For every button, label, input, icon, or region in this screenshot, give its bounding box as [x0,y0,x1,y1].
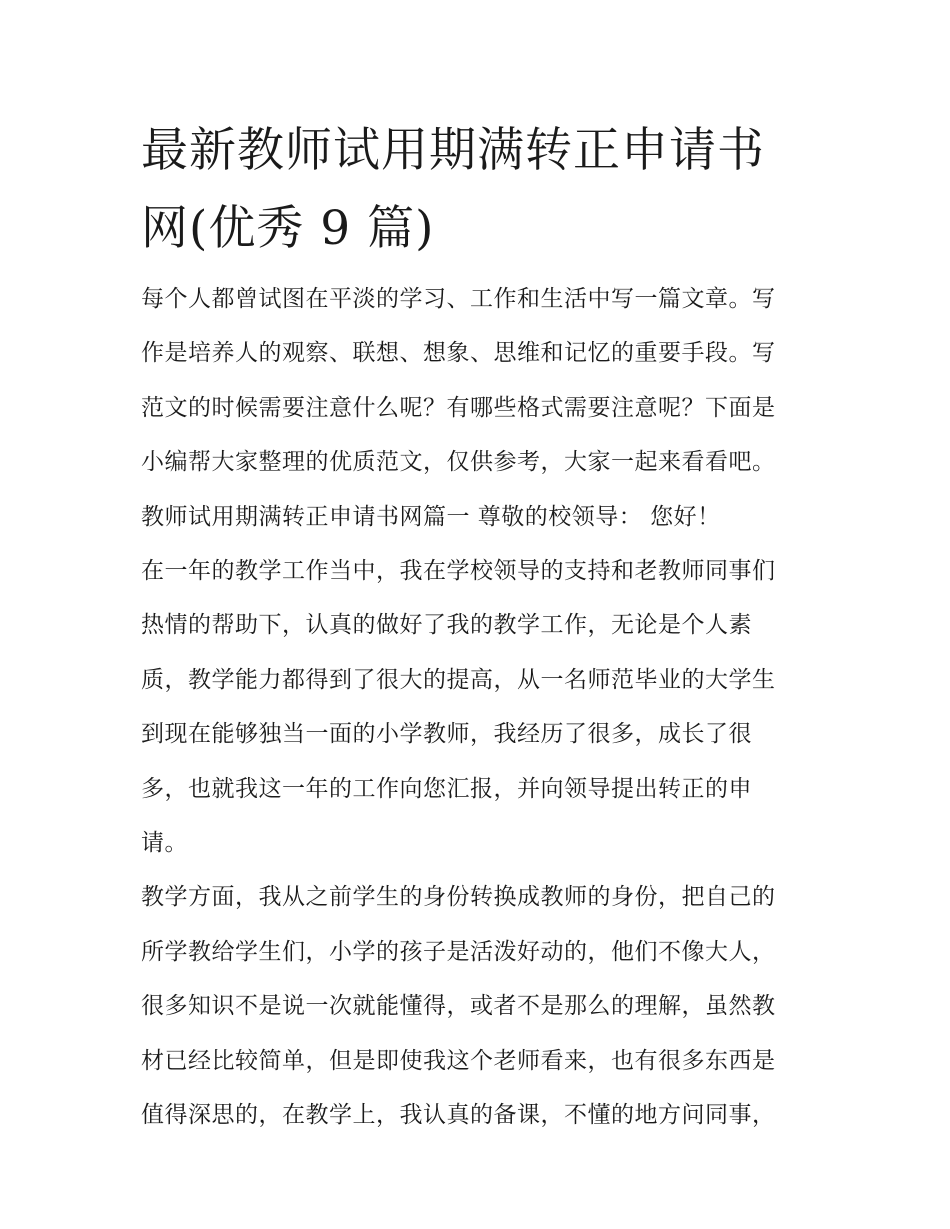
body-line: 质，教学能力都得到了很大的提高，从一名师范毕业的大学生 [141,666,776,693]
body-line: 热情的帮助下，认真的做好了我的教学工作，无论是个人素 [141,612,752,639]
body-line: 值得深思的，在教学上，我认真的备课，不懂的地方问同事， [141,1102,776,1129]
body-line: 小编帮大家整理的优质范文，仅供参考，大家一起来看看吧。 [141,449,776,476]
body-line: 每个人都曾试图在平淡的学习、工作和生活中写一篇文章。写 [141,286,776,312]
title-line-1: 最新教师试用期满转正申请书 [141,123,765,178]
body-line: 所学教给学生们，小学的孩子是活泼好动的，他们不像大人， [141,938,776,965]
body-line: 作是培养人的观察、联想、想象、思维和记忆的重要手段。写 [141,340,776,367]
body-line: 很多知识不是说一次就能懂得，或者不是那么的理解，虽然教 [141,993,776,1020]
body-line: 在一年的教学工作当中，我在学校领导的支持和老教师同事们 [141,558,776,585]
body-line: 请。 [141,830,188,857]
document-title [141,112,821,268]
body-line: 范文的时候需要注意什么呢？有哪些格式需要注意呢？下面是 [141,394,776,421]
body-line: 材已经比较简单，但是即使我这个老师看来，也有很多东西是 [141,1047,776,1074]
body-line: 到现在能够独当一面的小学教师，我经历了很多，成长了很 [141,721,752,748]
document-body [141,272,821,1143]
body-line: 教师试用期满转正申请书网篇一 尊敬的校领导： 您好！ [141,503,721,530]
body-line: 教学方面，我从之前学生的身份转换成教师的身份，把自己的 [141,884,776,911]
body-line: 多，也就我这一年的工作向您汇报，并向领导提出转正的申 [141,775,752,802]
title-line-2: 网(优秀 9 篇) [141,201,435,256]
